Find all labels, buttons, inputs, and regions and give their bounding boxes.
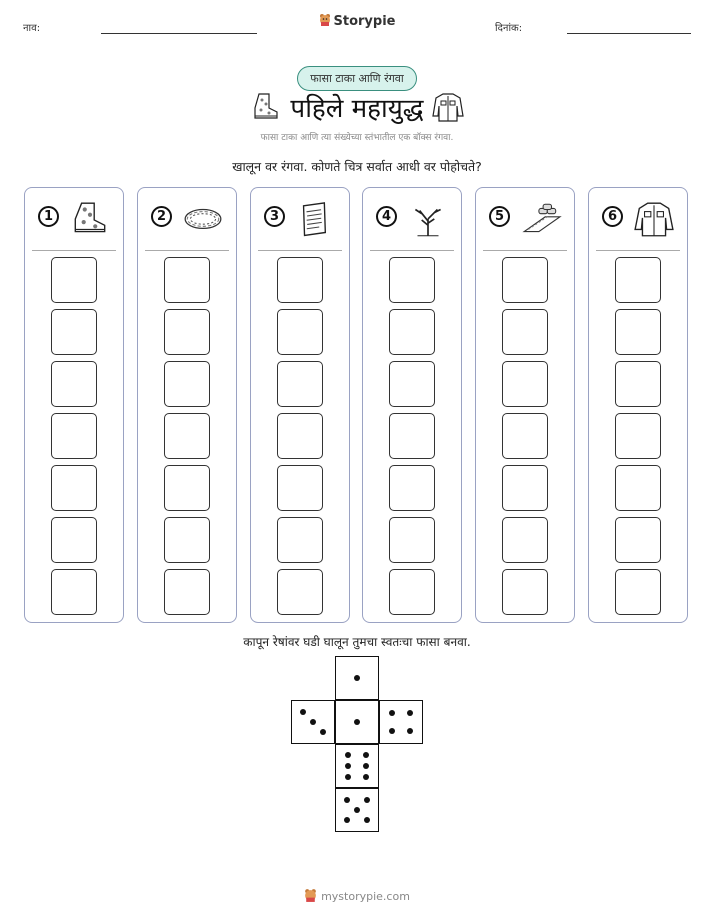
dice-face-1: [335, 656, 379, 700]
color-box[interactable]: [502, 257, 548, 303]
dice-pip: [354, 675, 360, 681]
color-box[interactable]: [389, 569, 435, 615]
dice-face-1: [335, 700, 379, 744]
color-box[interactable]: [277, 517, 323, 563]
color-box[interactable]: [51, 361, 97, 407]
color-box[interactable]: [502, 569, 548, 615]
color-box[interactable]: [277, 361, 323, 407]
color-box[interactable]: [502, 517, 548, 563]
dice-pip: [389, 710, 395, 716]
dice-pip: [300, 709, 306, 715]
footer-url[interactable]: mystorypie.com: [321, 890, 410, 903]
color-box[interactable]: [389, 413, 435, 459]
dice-column-1: [24, 187, 124, 623]
column-number: 6: [602, 206, 623, 227]
color-box[interactable]: [389, 257, 435, 303]
dice-pip: [320, 729, 326, 735]
coloring-instruction: खालून वर रंगवा. कोणते चित्र सर्वात आधी वर पोहोचते?: [232, 159, 482, 174]
dice-instruction: कापून रेषांवर घडी घालून तुमचा स्वतःचा फासा बनवा.: [243, 635, 471, 649]
dice-pip: [344, 817, 350, 823]
color-box[interactable]: [389, 517, 435, 563]
column-divider: [370, 250, 454, 251]
color-box[interactable]: [615, 413, 661, 459]
color-box[interactable]: [164, 361, 210, 407]
dice-pip: [407, 728, 413, 734]
color-box[interactable]: [615, 465, 661, 511]
color-box[interactable]: [389, 465, 435, 511]
color-box[interactable]: [164, 309, 210, 355]
page-title: पहिले महायुद्ध: [290, 94, 424, 124]
color-box[interactable]: [51, 309, 97, 355]
storypie-bear-icon: [319, 13, 331, 27]
color-box[interactable]: [389, 309, 435, 355]
military-jacket-icon: [633, 200, 675, 240]
dice-pip: [344, 797, 350, 803]
column-number: 5: [489, 206, 510, 227]
dice-column-5: [475, 187, 575, 623]
color-box[interactable]: [502, 465, 548, 511]
dice-pip: [310, 719, 316, 725]
color-box[interactable]: [277, 309, 323, 355]
color-box[interactable]: [615, 309, 661, 355]
date-line: [567, 33, 691, 34]
column-divider: [32, 250, 116, 251]
dice-pip: [364, 797, 370, 803]
subtitle: फासा टाका आणि त्या संख्येच्या स्तंभातील एक बॉक्स रंगवा.: [260, 133, 454, 143]
dice-face-4: [379, 700, 423, 744]
dice-face-5: [335, 788, 379, 832]
letter-paper-icon: [295, 200, 337, 240]
dice-pip: [389, 728, 395, 734]
color-box[interactable]: [164, 569, 210, 615]
military-jacket-icon: [432, 92, 464, 122]
color-box[interactable]: [615, 257, 661, 303]
dice-column-6: [588, 187, 688, 623]
color-box[interactable]: [51, 465, 97, 511]
dice-column-3: [250, 187, 350, 623]
color-box[interactable]: [277, 413, 323, 459]
color-box[interactable]: [502, 413, 548, 459]
dice-pip: [364, 817, 370, 823]
dice-pip: [345, 752, 351, 758]
barbed-wire-coil-icon: [182, 200, 224, 240]
color-box[interactable]: [164, 257, 210, 303]
column-divider: [596, 250, 680, 251]
dice-pip: [345, 774, 351, 780]
combat-boot-icon: [69, 200, 111, 240]
color-box[interactable]: [51, 413, 97, 459]
dice-pip: [345, 763, 351, 769]
storypie-bear-icon: [304, 888, 317, 903]
dice-face-3: [291, 700, 335, 744]
column-divider: [258, 250, 342, 251]
name-line: [101, 33, 257, 34]
activity-badge: फासा टाका आणि रंगवा: [297, 66, 417, 91]
dice-pip: [407, 710, 413, 716]
color-box[interactable]: [277, 257, 323, 303]
color-box[interactable]: [164, 465, 210, 511]
column-number: 4: [376, 206, 397, 227]
brand-name: Storypie: [333, 14, 396, 29]
color-box[interactable]: [615, 517, 661, 563]
color-box[interactable]: [164, 413, 210, 459]
column-divider: [145, 250, 229, 251]
dice-column-2: [137, 187, 237, 623]
color-box[interactable]: [502, 309, 548, 355]
column-number: 1: [38, 206, 59, 227]
brand-logo: [0, 13, 714, 29]
color-box[interactable]: [277, 465, 323, 511]
color-box[interactable]: [502, 361, 548, 407]
dice-face-6: [335, 744, 379, 788]
column-number: 3: [264, 206, 285, 227]
footer: [0, 888, 714, 903]
dice-pip: [363, 763, 369, 769]
color-box[interactable]: [164, 517, 210, 563]
color-box[interactable]: [389, 361, 435, 407]
dice-pip: [363, 752, 369, 758]
bare-tree-icon: [407, 200, 449, 240]
color-box[interactable]: [51, 517, 97, 563]
color-box[interactable]: [615, 569, 661, 615]
name-label: नाव:: [23, 23, 41, 34]
date-label: दिनांक:: [495, 23, 523, 34]
dice-pip: [354, 807, 360, 813]
color-box[interactable]: [277, 569, 323, 615]
color-box[interactable]: [615, 361, 661, 407]
dice-pip: [354, 719, 360, 725]
column-number: 2: [151, 206, 172, 227]
column-divider: [483, 250, 567, 251]
dice-pip: [363, 774, 369, 780]
dice-column-4: [362, 187, 462, 623]
color-box[interactable]: [51, 569, 97, 615]
trench-sandbags-icon: [520, 200, 562, 240]
color-box[interactable]: [51, 257, 97, 303]
